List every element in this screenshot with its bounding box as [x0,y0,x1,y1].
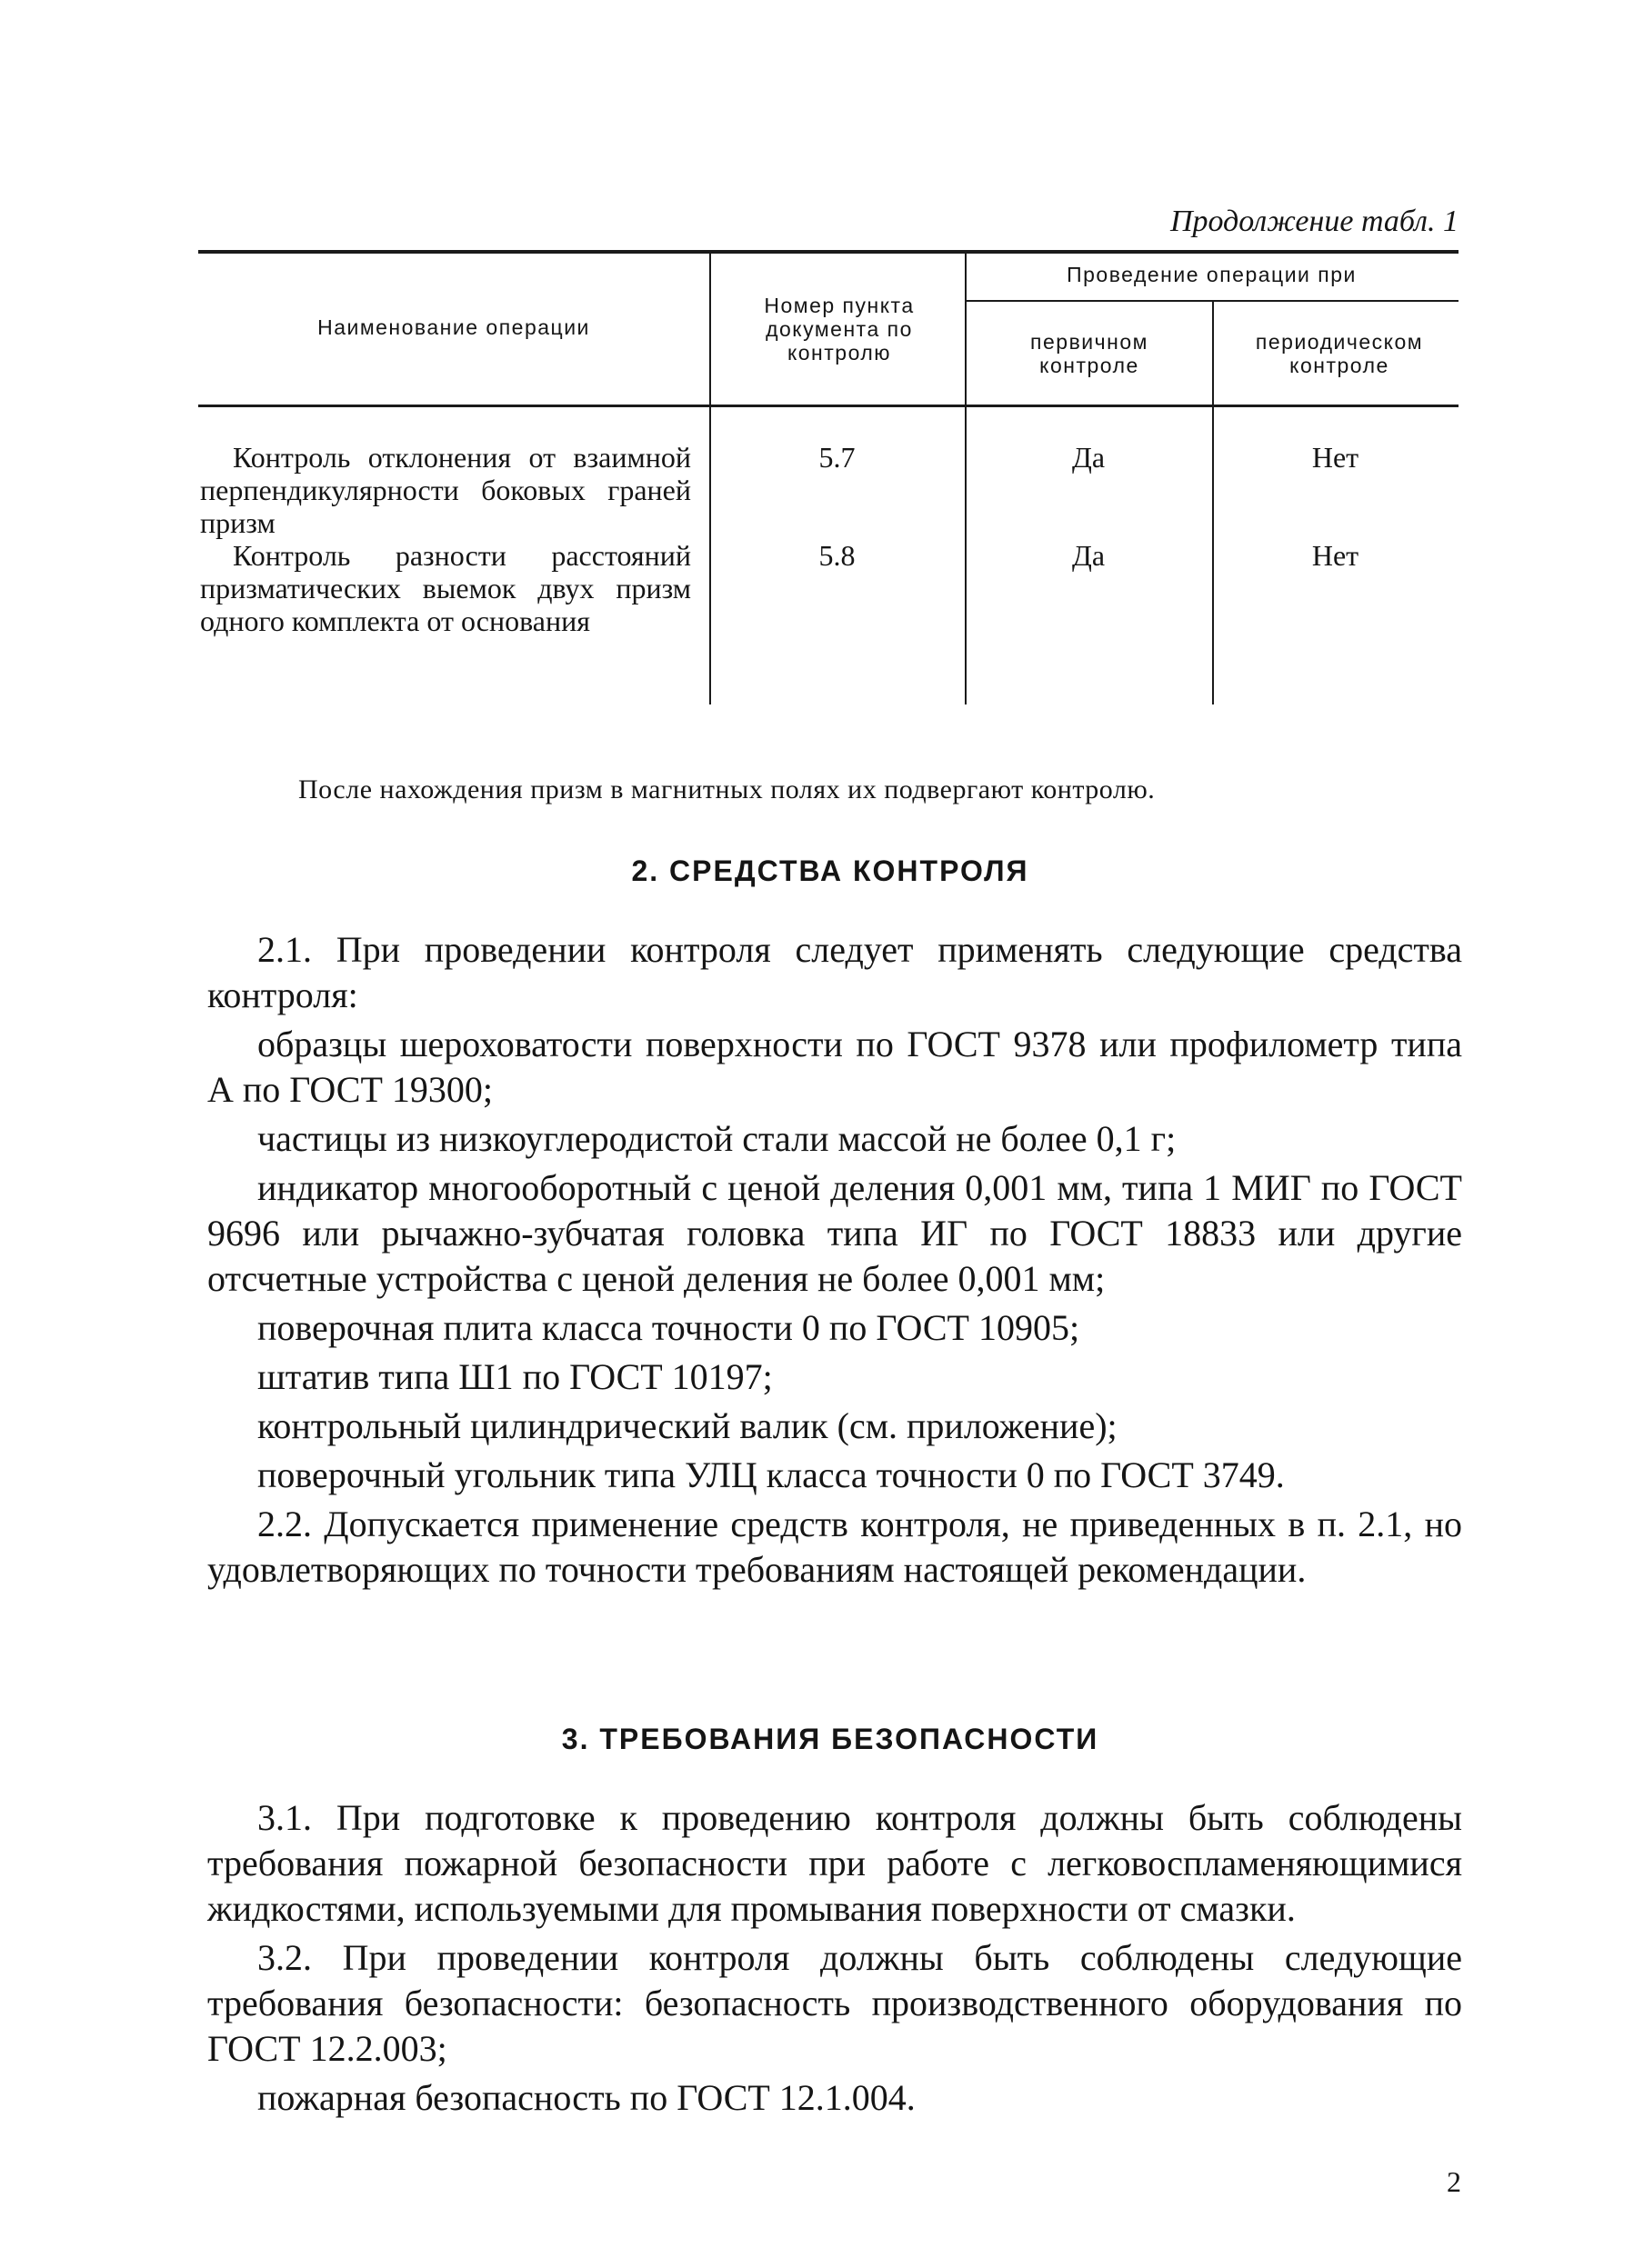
header-primary: первичном контроле [1030,330,1148,377]
list-item: частицы из низкоуглеродистой стали массой не более 0,1 г; [257,1118,1177,1159]
row2-operation: Контроль разности расстояний призматических выемок двух призм одного комплекта от основания [200,539,691,637]
section-2-body [207,927,1462,1593]
table-top-rule [198,250,1459,254]
list-item: индикатор многооборотный с ценой деления 0,001 мм, типа 1 МИГ по ГОСТ 9696 или рычажно-зубчатая головка типа ИГ по ГОСТ 18833 или другие отсчетные устройства с ценой деления не более 0,001 мм; [207,1167,1462,1299]
row1-operation: Контроль отклонения от взаимной перпендикулярности боковых граней призм [200,441,691,539]
para-3-2-cont: пожарная безопасность по ГОСТ 12.1.004. [257,2077,916,2118]
header-periodic: периодическом контроле [1255,330,1424,377]
col-divider-1 [709,250,711,704]
section-3-title: 3. ТРЕБОВАНИЯ БЕЗОПАСНОСТИ [561,1723,1099,1755]
list-item: поверочный угольник типа УЛЦ класса точности 0 по ГОСТ 3749. [257,1454,1285,1495]
row2-doc-item: 5.8 [818,539,856,572]
row2-primary: Да [1071,539,1106,572]
list-item: образцы шероховатости поверхности по ГОСТ 9378 или профилометр типа А по ГОСТ 19300; [207,1024,1462,1110]
list-item: поверочная плита класса точности 0 по ГОСТ 10905; [257,1307,1080,1348]
col-divider-3 [1212,302,1214,704]
header-bottom-rule [198,405,1459,407]
operations-table [198,250,1459,704]
para-2-1: 2.1. При проведении контроля следует применять следующие средства контроля: [207,929,1462,1015]
header-doc-item: Номер пункта документа по контролю [764,294,915,365]
list-item: контрольный цилиндрический валик (см. приложение); [257,1405,1118,1446]
row1-primary: Да [1071,441,1106,474]
row2-periodic: Нет [1311,539,1359,572]
header-operation: Наименование операции [317,315,590,339]
row1-doc-item: 5.7 [818,441,856,474]
section-2-title: 2. СРЕДСТВА КОНТРОЛЯ [631,854,1029,887]
page-number: 2 [1447,2165,1461,2198]
row1-periodic: Нет [1311,441,1359,474]
para-3-2: 3.2. При проведении контроля должны быть соблюдены следующие требования безопасности: безопасность производственного оборудования по ГОСТ 12.2.003; [207,1937,1462,2069]
list-item: штатив типа Ш1 по ГОСТ 10197; [257,1356,773,1397]
para-3-1: 3.1. При подготовке к проведению контроля должны быть соблюдены требования пожарной безопасности при работе с легковоспламеняющимися жидкостями, используемыми для промывания поверхности от смазки. [207,1797,1462,1929]
para-2-2: 2.2. Допускается применение средств контроля, не приведенных в п. 2.1, но удовлетворяющих по точности требованиям настоящей рекомендации. [207,1504,1462,1590]
table-note: После нахождения призм в магнитных полях их подвергают контролю. [298,774,1156,804]
table-continuation-caption: Продолжение табл. 1 [1169,205,1459,238]
col-divider-2 [965,250,967,704]
section-3-body [207,1795,1462,2121]
header-group: Проведение операции при [1067,263,1357,286]
